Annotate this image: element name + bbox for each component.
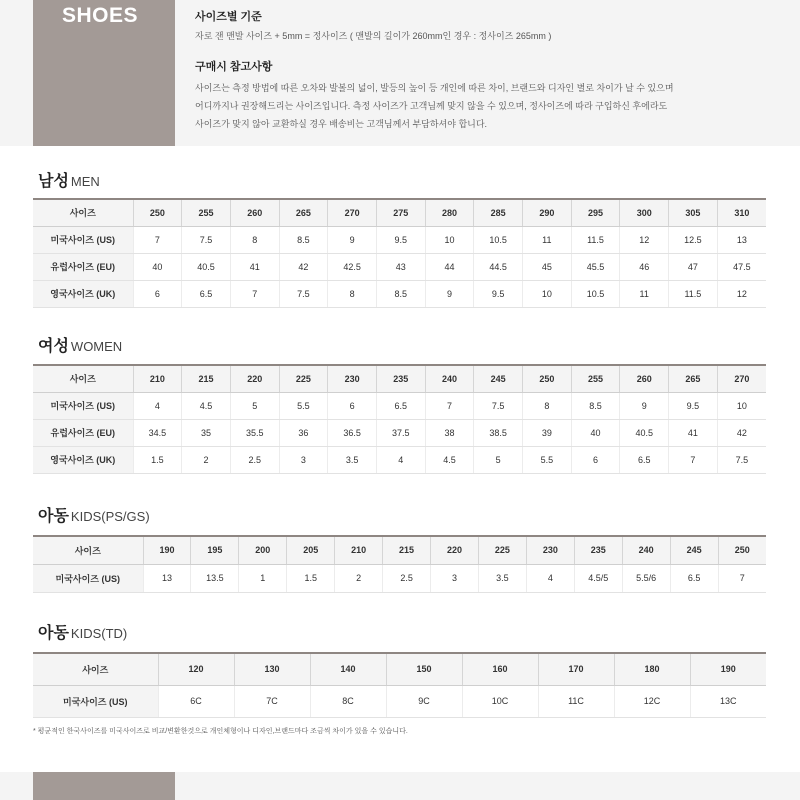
size-cell: 37.5 (376, 419, 425, 446)
table-row (33, 536, 766, 564)
size-cell: 6.5 (670, 564, 718, 592)
size-cell: 10 (523, 280, 572, 307)
size-cell: 3 (279, 446, 328, 473)
size-header-cell: 235 (376, 365, 425, 392)
size-cell: 4 (526, 564, 574, 592)
size-header-cell: 290 (523, 199, 572, 226)
women-section-title (38, 333, 122, 356)
size-cell: 9 (328, 226, 377, 253)
size-header-cell: 260 (620, 365, 669, 392)
size-header-cell: 245 (474, 365, 523, 392)
kids-td-section-title (38, 620, 127, 643)
row-label: 미국사이즈 (US) (33, 226, 133, 253)
size-cell: 10.5 (474, 226, 523, 253)
size-header-cell: 240 (425, 365, 474, 392)
size-header-cell: 130 (234, 653, 310, 685)
women-size-table (33, 364, 766, 474)
size-cell: 4.5/5 (574, 564, 622, 592)
size-cell: 6 (571, 446, 620, 473)
size-header-cell: 190 (143, 536, 191, 564)
kids-td-subtitle: KIDS(TD) (70, 626, 128, 641)
size-cell: 4 (376, 446, 425, 473)
size-cell: 13.5 (191, 564, 239, 592)
size-cell: 8 (328, 280, 377, 307)
size-cell: 5.5/6 (622, 564, 670, 592)
size-cell: 4 (133, 392, 182, 419)
size-cell: 41 (669, 419, 718, 446)
size-cell: 5.5 (523, 446, 572, 473)
size-cell: 38 (425, 419, 474, 446)
size-cell: 39 (523, 419, 572, 446)
size-header-cell: 245 (670, 536, 718, 564)
row-label: 영국사이즈 (UK) (33, 280, 133, 307)
size-cell: 42 (279, 253, 328, 280)
size-cell: 40 (133, 253, 182, 280)
size-header-cell: 220 (431, 536, 479, 564)
women-title: 여성 (38, 338, 69, 355)
size-cell: 7.5 (474, 392, 523, 419)
kids-ps-size-table (33, 535, 766, 593)
size-cell: 47.5 (717, 253, 766, 280)
size-cell: 36 (279, 419, 328, 446)
kids-td-title: 아동 (38, 625, 69, 642)
size-header-cell: 195 (191, 536, 239, 564)
size-header-cell: 230 (328, 365, 377, 392)
size-header-cell: 250 (523, 365, 572, 392)
size-header-cell: 120 (158, 653, 234, 685)
size-cell: 9.5 (474, 280, 523, 307)
size-header-cell: 310 (717, 199, 766, 226)
row-label: 사이즈 (33, 536, 143, 564)
size-cell: 12 (717, 280, 766, 307)
size-cell: 7 (669, 446, 718, 473)
table-row (33, 564, 766, 592)
size-cell: 45.5 (571, 253, 620, 280)
size-cell: 5 (230, 392, 279, 419)
size-header-cell: 250 (133, 199, 182, 226)
table-row (33, 653, 766, 685)
size-cell: 1.5 (133, 446, 182, 473)
size-cell: 8 (523, 392, 572, 419)
row-label: 사이즈 (33, 365, 133, 392)
size-cell: 8.5 (279, 226, 328, 253)
size-cell: 10 (425, 226, 474, 253)
size-cell: 2 (335, 564, 383, 592)
size-header-cell: 170 (538, 653, 614, 685)
size-cell: 1 (239, 564, 287, 592)
row-label: 미국사이즈 (US) (33, 564, 143, 592)
row-label: 사이즈 (33, 653, 158, 685)
size-header-cell: 275 (376, 199, 425, 226)
size-cell: 2.5 (230, 446, 279, 473)
size-header-cell: 270 (328, 199, 377, 226)
size-cell: 11 (523, 226, 572, 253)
size-cell: 13C (690, 685, 766, 717)
table-row (33, 365, 766, 392)
men-size-table (33, 198, 766, 308)
size-cell: 8.5 (571, 392, 620, 419)
size-header-cell: 305 (669, 199, 718, 226)
size-cell: 10 (717, 392, 766, 419)
size-cell: 47 (669, 253, 718, 280)
size-cell: 40 (571, 419, 620, 446)
size-cell: 40.5 (182, 253, 231, 280)
size-header-cell: 215 (383, 536, 431, 564)
tips-title: 구매시 참고사항 (195, 61, 273, 73)
size-cell: 41 (230, 253, 279, 280)
size-cell: 8C (310, 685, 386, 717)
size-cell: 4.5 (182, 392, 231, 419)
size-cell: 7 (133, 226, 182, 253)
size-cell: 44 (425, 253, 474, 280)
size-header-cell: 180 (614, 653, 690, 685)
table-row (33, 446, 766, 473)
size-header-cell: 230 (526, 536, 574, 564)
table-row (33, 199, 766, 226)
size-cell: 36.5 (328, 419, 377, 446)
size-header-cell: 255 (182, 199, 231, 226)
size-cell: 11.5 (669, 280, 718, 307)
size-header-cell: 295 (571, 199, 620, 226)
size-cell: 7C (234, 685, 310, 717)
size-cell: 11C (538, 685, 614, 717)
size-cell: 2.5 (383, 564, 431, 592)
criteria-text: 자로 잰 맨발 사이즈 + 5mm = 정사이즈 ( 맨발의 길이가 260mm인 경우 : 정사이즈 265mm ) (195, 31, 552, 41)
size-header-cell: 260 (230, 199, 279, 226)
size-cell: 35.5 (230, 419, 279, 446)
size-cell: 4.5 (425, 446, 474, 473)
tips-line-2: 어디까지나 권장해드리는 사이즈입니다. 측정 사이즈가 고객님께 맞지 않을 수 있으며, 정사이즈에 따라 구입하신 후에라도 (195, 101, 668, 111)
size-header-cell: 200 (239, 536, 287, 564)
tips-line-3: 사이즈가 맞지 않아 교환하실 경우 배송비는 고객님께서 부담하셔야 합니다. (195, 119, 488, 129)
size-cell: 42 (717, 419, 766, 446)
size-cell: 5.5 (279, 392, 328, 419)
row-label: 유럽사이즈 (EU) (33, 419, 133, 446)
kids-ps-subtitle: KIDS(PS/GS) (70, 509, 150, 524)
table-row (33, 253, 766, 280)
size-cell: 10.5 (571, 280, 620, 307)
table-row (33, 280, 766, 307)
size-cell: 13 (143, 564, 191, 592)
size-cell: 3 (431, 564, 479, 592)
size-cell: 45 (523, 253, 572, 280)
size-header-cell: 235 (574, 536, 622, 564)
size-header-cell: 210 (133, 365, 182, 392)
size-cell: 3.5 (328, 446, 377, 473)
size-cell: 7.5 (279, 280, 328, 307)
row-label: 미국사이즈 (US) (33, 392, 133, 419)
size-cell: 5 (474, 446, 523, 473)
men-title: 남성 (38, 173, 69, 190)
size-cell: 34.5 (133, 419, 182, 446)
size-cell: 6.5 (376, 392, 425, 419)
size-header-cell: 280 (425, 199, 474, 226)
criteria-title: 사이즈별 기준 (195, 11, 262, 23)
size-cell: 12.5 (669, 226, 718, 253)
kids-ps-section-title (38, 503, 150, 526)
size-cell: 13 (717, 226, 766, 253)
size-cell: 7.5 (182, 226, 231, 253)
kids-ps-title: 아동 (38, 508, 69, 525)
size-cell: 6C (158, 685, 234, 717)
men-section-title (38, 168, 100, 191)
size-cell: 11 (620, 280, 669, 307)
size-cell: 12C (614, 685, 690, 717)
size-header-cell: 205 (287, 536, 335, 564)
size-cell: 1.5 (287, 564, 335, 592)
size-cell: 6.5 (182, 280, 231, 307)
size-header-cell: 150 (386, 653, 462, 685)
size-cell: 43 (376, 253, 425, 280)
bottom-tab (33, 772, 175, 800)
size-cell: 3.5 (478, 564, 526, 592)
size-header-cell: 255 (571, 365, 620, 392)
size-cell: 9C (386, 685, 462, 717)
size-cell: 9.5 (669, 392, 718, 419)
row-label: 미국사이즈 (US) (33, 685, 158, 717)
size-header-cell: 265 (669, 365, 718, 392)
size-cell: 40.5 (620, 419, 669, 446)
size-header-cell: 240 (622, 536, 670, 564)
size-header-cell: 300 (620, 199, 669, 226)
size-header-cell: 265 (279, 199, 328, 226)
table-row (33, 226, 766, 253)
size-cell: 35 (182, 419, 231, 446)
size-cell: 44.5 (474, 253, 523, 280)
tips-line-1: 사이즈는 측정 방법에 따른 오차와 발볼의 넓이, 발등의 높이 등 개인에 따른 차이, 브랜드와 디자인 별로 차이가 날 수 있으며 (195, 83, 674, 93)
size-header-cell: 225 (478, 536, 526, 564)
size-header-cell: 140 (310, 653, 386, 685)
size-header-cell: 270 (717, 365, 766, 392)
table-row (33, 419, 766, 446)
size-cell: 6 (328, 392, 377, 419)
size-cell: 12 (620, 226, 669, 253)
table-row (33, 392, 766, 419)
size-header-cell: 215 (182, 365, 231, 392)
row-label: 유럽사이즈 (EU) (33, 253, 133, 280)
size-cell: 2 (182, 446, 231, 473)
size-cell: 9 (620, 392, 669, 419)
size-header-cell: 285 (474, 199, 523, 226)
size-cell: 10C (462, 685, 538, 717)
size-cell: 38.5 (474, 419, 523, 446)
size-cell: 9.5 (376, 226, 425, 253)
size-cell: 6.5 (620, 446, 669, 473)
category-tab-label: SHOES (62, 4, 139, 27)
row-label: 사이즈 (33, 199, 133, 226)
size-cell: 8 (230, 226, 279, 253)
kids-td-size-table (33, 652, 766, 718)
size-cell: 7 (425, 392, 474, 419)
size-cell: 6 (133, 280, 182, 307)
size-cell: 9 (425, 280, 474, 307)
women-subtitle: WOMEN (70, 339, 123, 354)
size-header-cell: 220 (230, 365, 279, 392)
size-cell: 11.5 (571, 226, 620, 253)
size-cell: 42.5 (328, 253, 377, 280)
footnote: * 평균적인 한국사이즈를 미국사이즈로 비교/변환한것으로 개인체형이나 디자인,브랜드마다 조금씩 차이가 있을 수 있습니다. (33, 728, 408, 735)
size-header-cell: 210 (335, 536, 383, 564)
size-header-cell: 160 (462, 653, 538, 685)
table-row (33, 685, 766, 717)
size-cell: 7 (718, 564, 766, 592)
size-cell: 8.5 (376, 280, 425, 307)
size-cell: 7.5 (717, 446, 766, 473)
men-subtitle: MEN (70, 174, 100, 189)
size-header-cell: 225 (279, 365, 328, 392)
size-cell: 7 (230, 280, 279, 307)
size-header-cell: 250 (718, 536, 766, 564)
size-cell: 46 (620, 253, 669, 280)
size-header-cell: 190 (690, 653, 766, 685)
row-label: 영국사이즈 (UK) (33, 446, 133, 473)
